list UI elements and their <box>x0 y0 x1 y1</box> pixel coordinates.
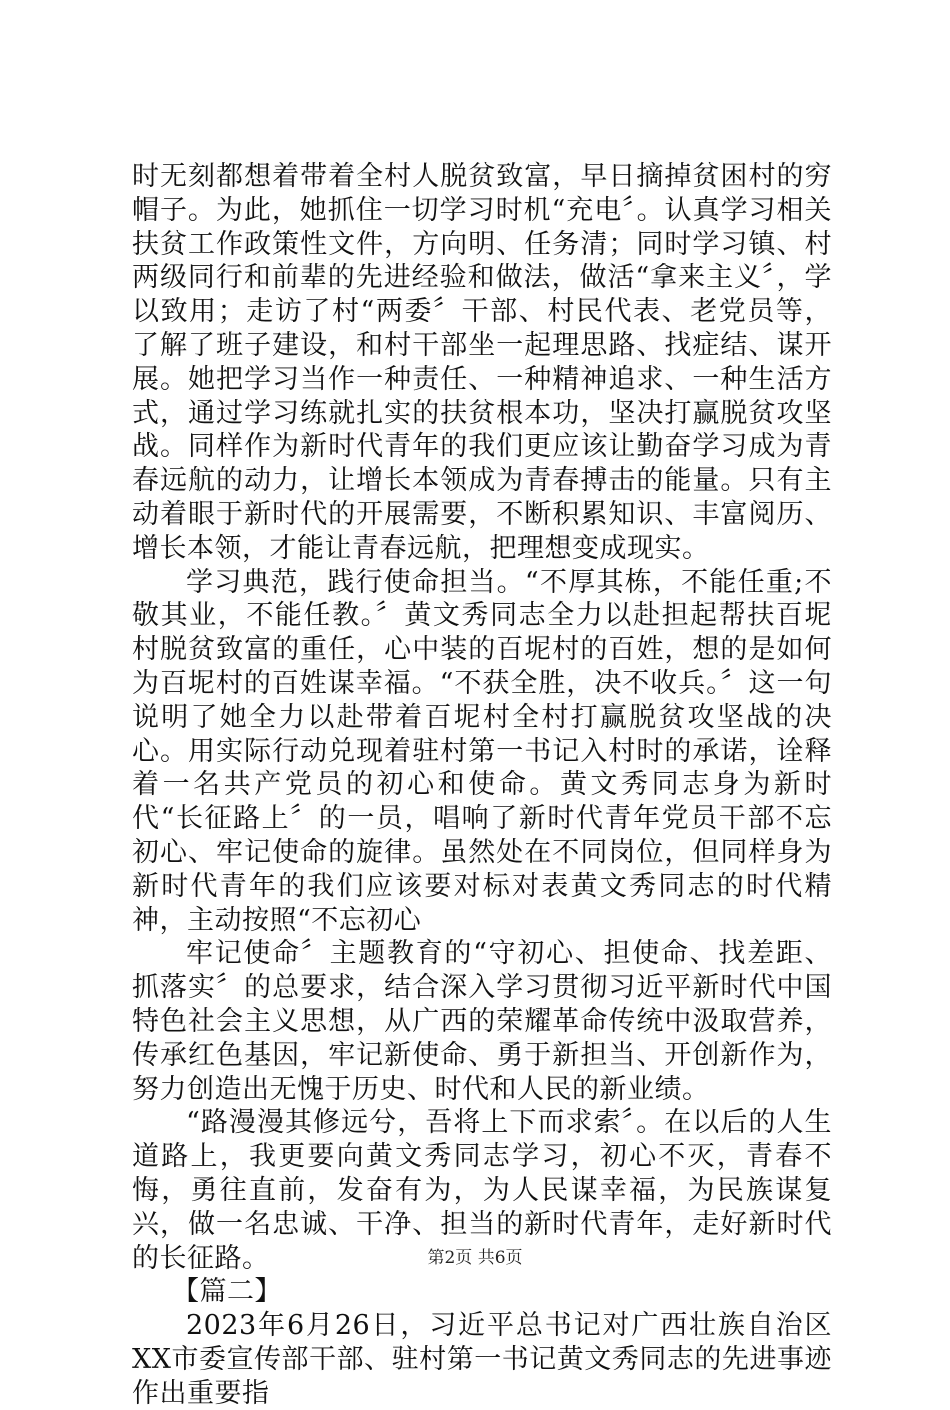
closing-paragraph: 2023年6月26日，习近平总书记对广西壮族自治区XX市委宣传部干部、驻村第一书记黄文秀同志的先进事迹作出重要指 <box>132 1310 832 1409</box>
document-body <box>132 160 832 1410</box>
page-number-footer: 第2页 共6页 <box>427 1248 523 1268</box>
section-heading: 【篇二】 <box>172 1276 282 1308</box>
paragraph-4: “路漫漫其修远兮，吾将上下而求索〞。在以后的人生道路上，我更要向黄文秀同志学习，初心不灭，青春不悔，勇往直前，发奋有为，为人民谋幸福，为民族谋复兴，做一名忠诚、干净、担当的新时代青年，走好新时代的长征路。 <box>132 1107 832 1274</box>
paragraph-2: 学习典范，践行使命担当。“不厚其栋，不能任重;不敬其业，不能任教。〞黄文秀同志全力以赴担起帮扶百坭村脱贫致富的重任，心中装的百坭村的百姓，想的是如何为百坭村的百姓谋幸福。“不获全胜，决不收兵。〞这一句说明了她全力以赴带着百坭村全村打赢脱贫攻坚战的决心。用实际行动兑现着驻村第一书记入村时的承诺，诠释着一名共产党员的初心和使命。黄文秀同志身为新时代“长征路上〞的一员，唱响了新时代青年党员干部不忘初心、牢记使命的旋律。虽然处在不同岗位，但同样身为新时代青年的我们应该要对标对表黄文秀同志的时代精神，主动按照“不忘初心 <box>132 566 832 936</box>
paragraph-1: 时无刻都想着带着全村人脱贫致富，早日摘掉贫困村的穷帽子。为此，她抓住一切学习时机“充电〞。认真学习相关扶贫工作政策性文件，方向明、任务清；同时学习镇、村两级同行和前辈的先进经验和做法，做活“拿来主义〞，学以致用；走访了村“两委〞干部、村民代表、老党员等，了解了班子建设，和村干部坐一起理思路、找症结、谋开展。她把学习当作一种责任、一种精神追求、一种生活方式，通过学习练就扎实的扶贫根本功，坚决打赢脱贫攻坚战。同样作为新时代青年的我们更应该让勤奋学习成为青春远航的动力，让增长本领成为青春搏击的能量。只有主动着眼于新时代的开展需要，不断积累知识、丰富阅历、增长本领，才能让青春远航，把理想变成现实。 <box>132 161 832 564</box>
paragraph-3: 牢记使命〞主题教育的“守初心、担使命、找差距、抓落实〞的总要求，结合深入学习贯彻习近平新时代中国特色社会主义思想，从广西的荣耀革命传统中汲取营养，传承红色基因，牢记新使命、勇于新担当、开创新作为，努力创造出无愧于历史、时代和人民的新业绩。 <box>132 938 832 1105</box>
